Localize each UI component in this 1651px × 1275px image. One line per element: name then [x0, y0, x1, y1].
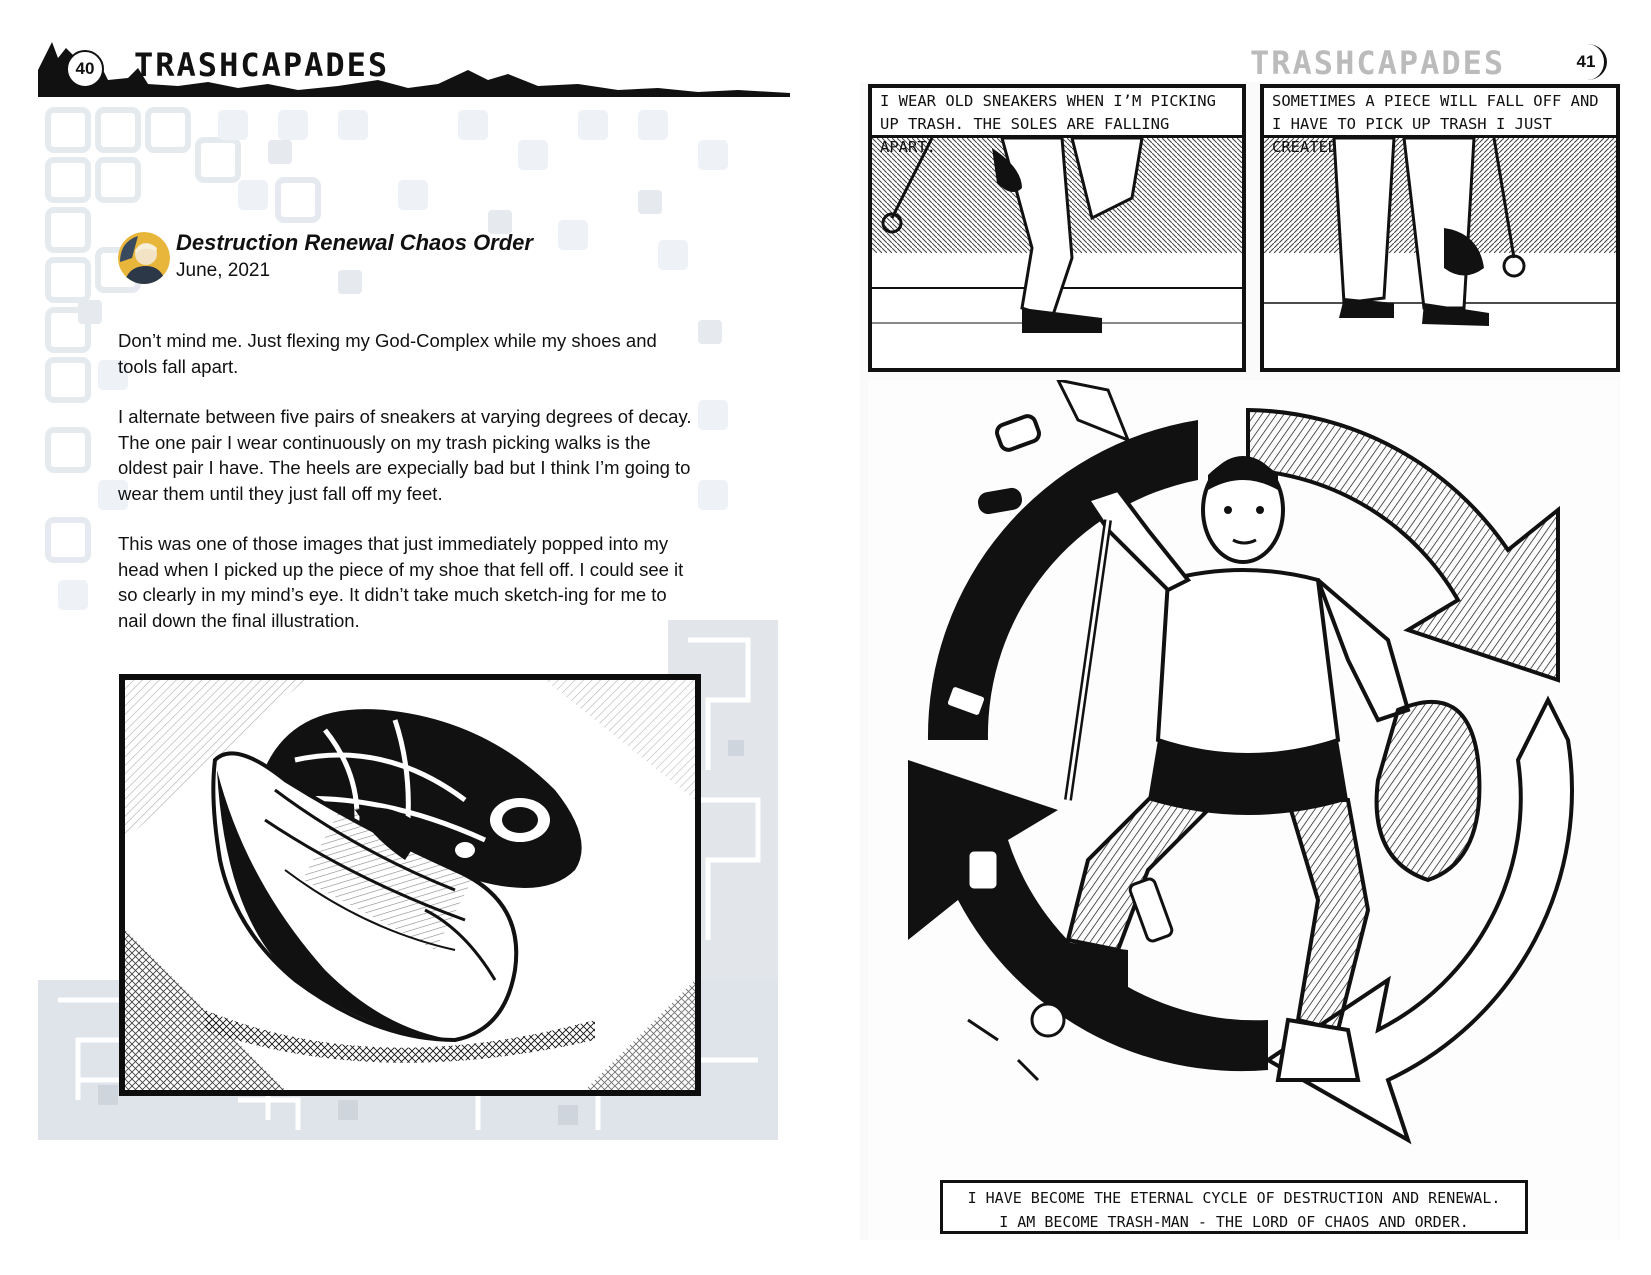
- running-title-left: TRASHCAPADES: [134, 46, 390, 84]
- panel-caption: SOMETIMES A PIECE WILL FALL OFF AND I HAVE TO PICK UP TRASH I JUST: [1264, 88, 1616, 138]
- comic-panel-2: [1260, 84, 1620, 372]
- author-avatar: [118, 232, 170, 284]
- post-title: Destruction Renewal Chaos Order: [176, 230, 533, 255]
- right-page: [860, 0, 1651, 1275]
- comic-panel-3: [868, 380, 1618, 1240]
- walking-legs-drawing: [872, 138, 1242, 368]
- sneaker-drawing: [125, 680, 695, 1090]
- panel-caption: I WEAR OLD SNEAKERS WHEN I’M PICKING UP TRASH. THE SOLES ARE FALLING: [872, 88, 1242, 138]
- post-body: [118, 328, 698, 658]
- running-title-right: TRASHCAPADES: [1250, 44, 1506, 82]
- bottom-caption-line-1: I HAVE BECOME THE ETERNAL CYCLE OF DESTRUCTION AND RENEWAL.: [967, 1189, 1501, 1207]
- page-number-left: 40: [66, 50, 104, 88]
- shoe-illustration: [119, 674, 701, 1096]
- left-page: [0, 0, 800, 1275]
- legs-with-grabber-drawing: [1264, 138, 1616, 368]
- trash-man-illustration: [868, 380, 1618, 1170]
- header-rule: [38, 94, 790, 97]
- page-number-right: 41: [1568, 44, 1607, 80]
- bottom-caption: [940, 1180, 1528, 1234]
- post-date: June, 2021: [176, 260, 271, 281]
- paragraph: Don’t mind me. Just flexing my God-Complex while my shoes and tools fall apart.: [118, 330, 657, 377]
- bottom-caption-line-2: I AM BECOME TRASH-MAN - THE LORD OF CHAOS AND ORDER.: [999, 1213, 1469, 1231]
- page-header-left: [38, 40, 798, 102]
- paragraph: This was one of those images that just immediately popped into my head when I picked up the piece of my shoe that fell off. I could see it so clearly in my mind’s eye. It didn’t take much sketch-ing for me to nail down the final illustration.: [118, 533, 684, 631]
- post-header: [118, 230, 678, 290]
- comic-panel-1: [868, 84, 1246, 372]
- paragraph: I alternate between five pairs of sneakers at varying degrees of decay. The one pair I wear continuously on my trash picking walks is the oldest pair I have. The heels are expecially bad but I think I’m going to wear them until they just fall off my feet.: [118, 406, 692, 504]
